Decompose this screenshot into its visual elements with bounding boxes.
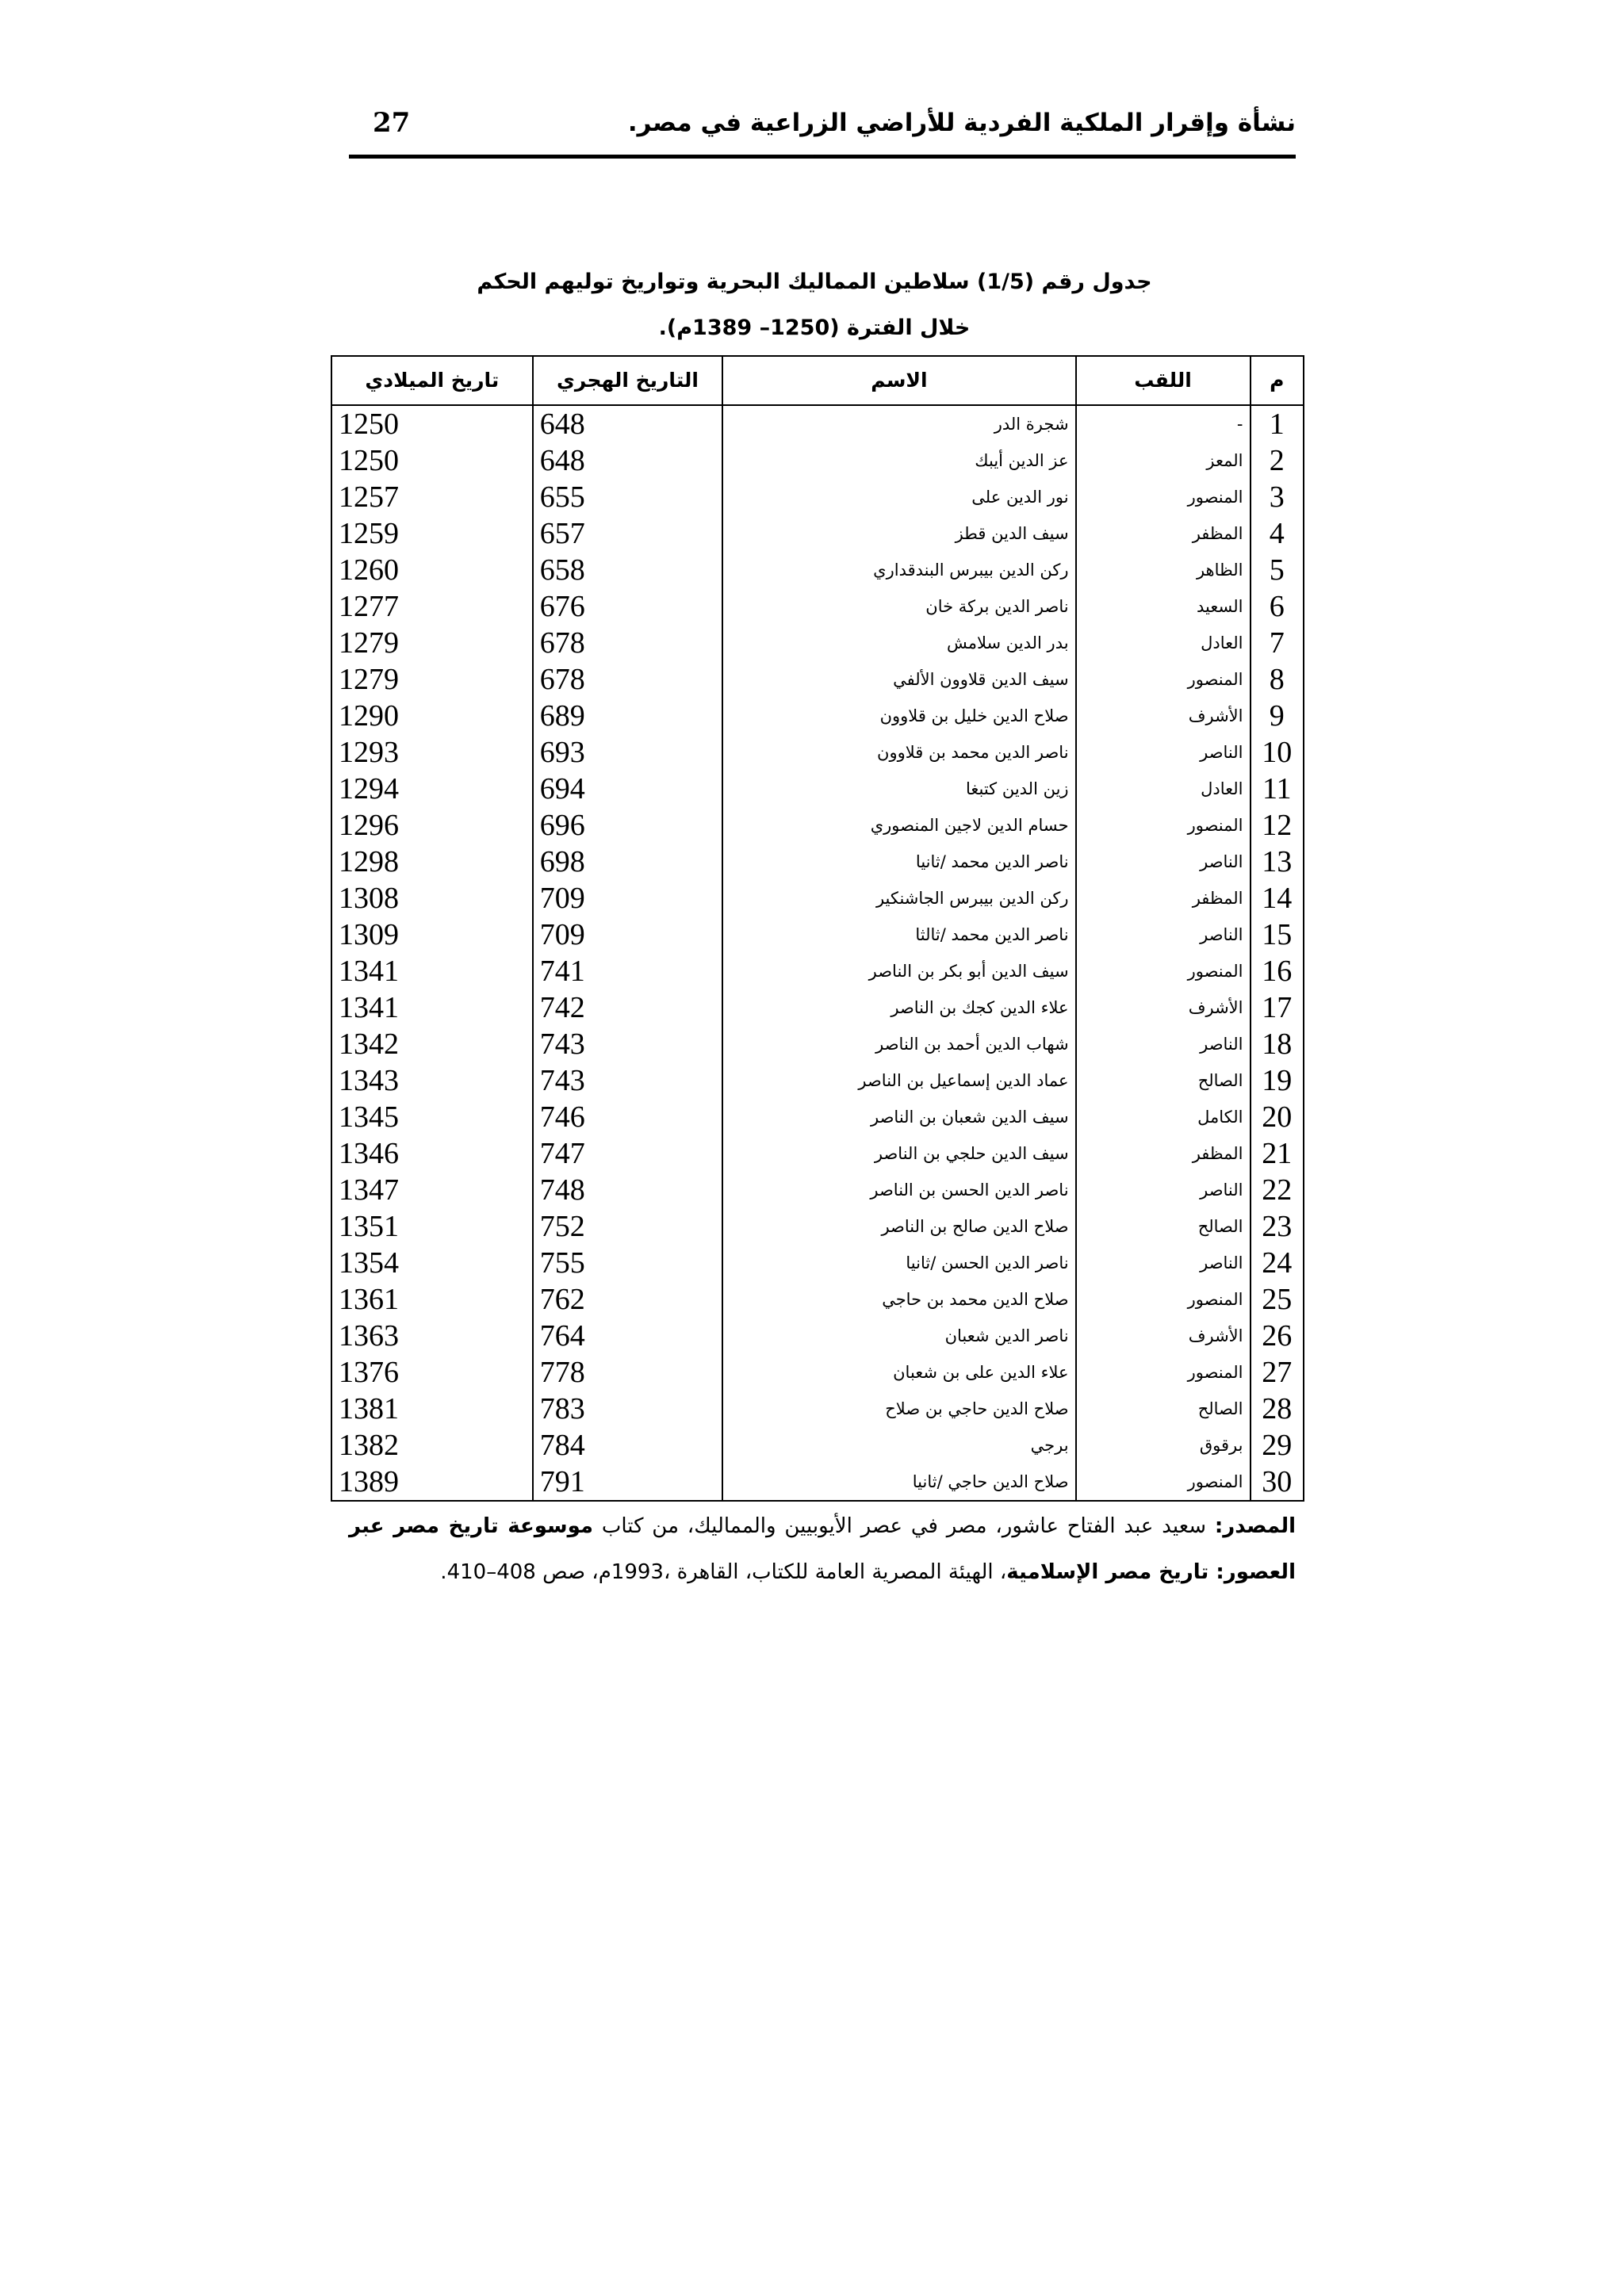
- sultan-name: سيف الدين أبو بكر بن الناصر: [722, 953, 1075, 989]
- table-row: [331, 1245, 1304, 1281]
- gregorian-date: 1361: [331, 1281, 533, 1318]
- row-number: 18: [1251, 1026, 1304, 1062]
- row-number: 4: [1251, 515, 1304, 552]
- hijri-date: 747: [533, 1135, 723, 1172]
- table-header-row: [331, 356, 1304, 405]
- row-number: 9: [1251, 698, 1304, 734]
- table-row: [331, 844, 1304, 880]
- source-label: المصدر:: [1214, 1514, 1296, 1538]
- sultan-title: الكامل: [1076, 1099, 1251, 1135]
- sultan-title: الناصر: [1076, 734, 1251, 771]
- sultan-title: المنصور: [1076, 1354, 1251, 1391]
- table-row: [331, 1281, 1304, 1318]
- sultan-title: السعيد: [1076, 588, 1251, 625]
- table-row: [331, 1062, 1304, 1099]
- hijri-date: 762: [533, 1281, 723, 1318]
- sultan-title: الناصر: [1076, 1245, 1251, 1281]
- table-body: [331, 405, 1304, 1501]
- sultan-name: ركن الدين بيبرس الجاشنكير: [722, 880, 1075, 916]
- column-header-name: الاسم: [722, 356, 1075, 405]
- gregorian-date: 1250: [331, 405, 533, 442]
- source-text-1: سعيد عبد الفتاح عاشور، مصر في عصر الأيوبيين والمماليك، من كتاب: [593, 1514, 1215, 1538]
- sultan-title: الصالح: [1076, 1208, 1251, 1245]
- hijri-date: 696: [533, 807, 723, 844]
- hijri-date: 648: [533, 405, 723, 442]
- sultan-title: الناصر: [1076, 1026, 1251, 1062]
- gregorian-date: 1309: [331, 916, 533, 953]
- row-number: 3: [1251, 479, 1304, 515]
- gregorian-date: 1376: [331, 1354, 533, 1391]
- row-number: 15: [1251, 916, 1304, 953]
- sultan-title: -: [1076, 405, 1251, 442]
- sultan-name: زين الدين كتبغا: [722, 771, 1075, 807]
- sultan-name: ركن الدين بيبرس البندقداري: [722, 552, 1075, 588]
- sultan-name: برجي: [722, 1427, 1075, 1464]
- hijri-date: 742: [533, 989, 723, 1026]
- gregorian-date: 1347: [331, 1172, 533, 1208]
- hijri-date: 778: [533, 1354, 723, 1391]
- table-row: [331, 916, 1304, 953]
- table-row: [331, 1099, 1304, 1135]
- gregorian-date: 1382: [331, 1427, 533, 1464]
- hijri-date: 709: [533, 916, 723, 953]
- row-number: 17: [1251, 989, 1304, 1026]
- source-note: [349, 1503, 1296, 1595]
- table-row: [331, 1135, 1304, 1172]
- sultan-name: صلاح الدين خليل بن قلاوون: [722, 698, 1075, 734]
- table-row: [331, 880, 1304, 916]
- page-number: 27: [373, 107, 411, 139]
- sultan-title: الصالح: [1076, 1062, 1251, 1099]
- hijri-date: 678: [533, 661, 723, 698]
- gregorian-date: 1342: [331, 1026, 533, 1062]
- row-number: 1: [1251, 405, 1304, 442]
- gregorian-date: 1381: [331, 1391, 533, 1427]
- sultan-name: عماد الدين إسماعيل بن الناصر: [722, 1062, 1075, 1099]
- sultan-title: الأشرف: [1076, 989, 1251, 1026]
- sultan-name: سيف الدين شعبان بن الناصر: [722, 1099, 1075, 1135]
- table-row: [331, 734, 1304, 771]
- sultan-title: المظفر: [1076, 515, 1251, 552]
- sultan-name: سيف الدين قلاوون الألفي: [722, 661, 1075, 698]
- sultan-name: صلاح الدين حاجي بن صلاح: [722, 1391, 1075, 1427]
- hijri-date: 678: [533, 625, 723, 661]
- sultan-name: شجرة الدر: [722, 405, 1075, 442]
- row-number: 7: [1251, 625, 1304, 661]
- sultan-name: نور الدين على: [722, 479, 1075, 515]
- sultan-name: صلاح الدين محمد بن حاجي: [722, 1281, 1075, 1318]
- gregorian-date: 1341: [331, 953, 533, 989]
- row-number: 12: [1251, 807, 1304, 844]
- gregorian-date: 1389: [331, 1464, 533, 1501]
- gregorian-date: 1363: [331, 1318, 533, 1354]
- column-header-gregorian-date: تاريخ الميلادي: [331, 356, 533, 405]
- table-row: [331, 807, 1304, 844]
- gregorian-date: 1260: [331, 552, 533, 588]
- sultan-title: المنصور: [1076, 1464, 1251, 1501]
- gregorian-date: 1279: [331, 625, 533, 661]
- hijri-date: 784: [533, 1427, 723, 1464]
- sultan-name: صلاح الدين حاجي /ثانيا: [722, 1464, 1075, 1501]
- sultan-title: العادل: [1076, 771, 1251, 807]
- sultan-title: المنصور: [1076, 807, 1251, 844]
- sultan-name: حسام الدين لاجين المنصوري: [722, 807, 1075, 844]
- sultan-name: شهاب الدين أحمد بن الناصر: [722, 1026, 1075, 1062]
- hijri-date: 694: [533, 771, 723, 807]
- row-number: 11: [1251, 771, 1304, 807]
- sultans-table: [331, 355, 1304, 1502]
- table-row: [331, 953, 1304, 989]
- table-row: [331, 588, 1304, 625]
- table-row: [331, 405, 1304, 442]
- row-number: 24: [1251, 1245, 1304, 1281]
- gregorian-date: 1346: [331, 1135, 533, 1172]
- hijri-date: 741: [533, 953, 723, 989]
- sultan-title: الناصر: [1076, 844, 1251, 880]
- sultan-name: ناصر الدين محمد /ثالثا: [722, 916, 1075, 953]
- page-header: [349, 99, 1296, 159]
- column-header-hijri-date: التاريخ الهجري: [533, 356, 723, 405]
- gregorian-date: 1277: [331, 588, 533, 625]
- sultan-title: المنصور: [1076, 479, 1251, 515]
- row-number: 2: [1251, 442, 1304, 479]
- sultan-name: ناصر الدين محمد بن قلاوون: [722, 734, 1075, 771]
- row-number: 22: [1251, 1172, 1304, 1208]
- column-header-title: اللقب: [1076, 356, 1251, 405]
- sultan-name: ناصر الدين الحسن بن الناصر: [722, 1172, 1075, 1208]
- gregorian-date: 1308: [331, 880, 533, 916]
- hijri-date: 746: [533, 1099, 723, 1135]
- hijri-date: 752: [533, 1208, 723, 1245]
- sultan-title: الأشرف: [1076, 698, 1251, 734]
- hijri-date: 791: [533, 1464, 723, 1501]
- column-header-number: م: [1251, 356, 1304, 405]
- table-row: [331, 661, 1304, 698]
- sultan-name: علاء الدين على بن شعبان: [722, 1354, 1075, 1391]
- row-number: 10: [1251, 734, 1304, 771]
- hijri-date: 648: [533, 442, 723, 479]
- table-row: [331, 515, 1304, 552]
- gregorian-date: 1351: [331, 1208, 533, 1245]
- sultan-title: الظاهر: [1076, 552, 1251, 588]
- row-number: 26: [1251, 1318, 1304, 1354]
- table-row: [331, 1172, 1304, 1208]
- sultan-name: عز الدين أيبك: [722, 442, 1075, 479]
- sultan-title: الأشرف: [1076, 1318, 1251, 1354]
- row-number: 29: [1251, 1427, 1304, 1464]
- sultan-title: الناصر: [1076, 1172, 1251, 1208]
- table-row: [331, 1318, 1304, 1354]
- sultan-name: صلاح الدين صالح بن الناصر: [722, 1208, 1075, 1245]
- sultan-name: ناصر الدين بركة خان: [722, 588, 1075, 625]
- hijri-date: 658: [533, 552, 723, 588]
- sultan-title: المظفر: [1076, 880, 1251, 916]
- hijri-date: 743: [533, 1026, 723, 1062]
- sultan-name: علاء الدين كجك بن الناصر: [722, 989, 1075, 1026]
- table-row: [331, 625, 1304, 661]
- row-number: 16: [1251, 953, 1304, 989]
- gregorian-date: 1298: [331, 844, 533, 880]
- sultan-title: الناصر: [1076, 916, 1251, 953]
- sultan-name: ناصر الدين محمد /ثانيا: [722, 844, 1075, 880]
- hijri-date: 783: [533, 1391, 723, 1427]
- gregorian-date: 1250: [331, 442, 533, 479]
- sultan-title: المنصور: [1076, 1281, 1251, 1318]
- table-row: [331, 698, 1304, 734]
- table-row: [331, 1026, 1304, 1062]
- row-number: 23: [1251, 1208, 1304, 1245]
- gregorian-date: 1341: [331, 989, 533, 1026]
- hijri-date: 676: [533, 588, 723, 625]
- sultan-title: برقوق: [1076, 1427, 1251, 1464]
- running-title: نشأة وإقرار الملكية الفردية للأراضي الزراعية في مصر.: [627, 109, 1296, 137]
- hijri-date: 748: [533, 1172, 723, 1208]
- hijri-date: 755: [533, 1245, 723, 1281]
- hijri-date: 698: [533, 844, 723, 880]
- gregorian-date: 1257: [331, 479, 533, 515]
- hijri-date: 709: [533, 880, 723, 916]
- table-row: [331, 989, 1304, 1026]
- row-number: 8: [1251, 661, 1304, 698]
- row-number: 13: [1251, 844, 1304, 880]
- table-row: [331, 442, 1304, 479]
- table-row: [331, 1464, 1304, 1501]
- row-number: 27: [1251, 1354, 1304, 1391]
- gregorian-date: 1290: [331, 698, 533, 734]
- source-book-title: موسوعة تاريخ مصر عبر العصور: تاريخ مصر الإسلامية: [349, 1514, 1296, 1584]
- row-number: 20: [1251, 1099, 1304, 1135]
- hijri-date: 693: [533, 734, 723, 771]
- row-number: 21: [1251, 1135, 1304, 1172]
- hijri-date: 743: [533, 1062, 723, 1099]
- table-row: [331, 1354, 1304, 1391]
- hijri-date: 657: [533, 515, 723, 552]
- sultan-title: المعز: [1076, 442, 1251, 479]
- gregorian-date: 1294: [331, 771, 533, 807]
- sultan-name: ناصر الدين شعبان: [722, 1318, 1075, 1354]
- sultan-title: المنصور: [1076, 953, 1251, 989]
- row-number: 6: [1251, 588, 1304, 625]
- row-number: 30: [1251, 1464, 1304, 1501]
- source-text-2: ، الهيئة المصرية العامة للكتاب، القاهرة ،1993م، صص 408–410.: [440, 1560, 1007, 1584]
- hijri-date: 689: [533, 698, 723, 734]
- sultan-title: المنصور: [1076, 661, 1251, 698]
- gregorian-date: 1296: [331, 807, 533, 844]
- row-number: 5: [1251, 552, 1304, 588]
- sultan-title: العادل: [1076, 625, 1251, 661]
- table-row: [331, 479, 1304, 515]
- row-number: 19: [1251, 1062, 1304, 1099]
- sultan-title: المظفر: [1076, 1135, 1251, 1172]
- row-number: 25: [1251, 1281, 1304, 1318]
- table-row: [331, 552, 1304, 588]
- sultan-name: بدر الدين سلامش: [722, 625, 1075, 661]
- sultan-title: الصالح: [1076, 1391, 1251, 1427]
- sultan-name: ناصر الدين الحسن /ثانيا: [722, 1245, 1075, 1281]
- table-row: [331, 1427, 1304, 1464]
- gregorian-date: 1354: [331, 1245, 533, 1281]
- hijri-date: 655: [533, 479, 723, 515]
- gregorian-date: 1345: [331, 1099, 533, 1135]
- gregorian-date: 1343: [331, 1062, 533, 1099]
- sultan-name: سيف الدين قطز: [722, 515, 1075, 552]
- table-row: [331, 1391, 1304, 1427]
- gregorian-date: 1293: [331, 734, 533, 771]
- row-number: 28: [1251, 1391, 1304, 1427]
- hijri-date: 764: [533, 1318, 723, 1354]
- gregorian-date: 1279: [331, 661, 533, 698]
- row-number: 14: [1251, 880, 1304, 916]
- table-caption-line-1: جدول رقم (1/5) سلاطين المماليك البحرية وتواريخ توليهم الحكم: [477, 270, 1152, 294]
- sultan-name: سيف الدين حلجي بن الناصر: [722, 1135, 1075, 1172]
- gregorian-date: 1259: [331, 515, 533, 552]
- table-row: [331, 771, 1304, 807]
- table-row: [331, 1208, 1304, 1245]
- table-caption-line-2: خلال الفترة (1250– 1389م).: [658, 316, 971, 340]
